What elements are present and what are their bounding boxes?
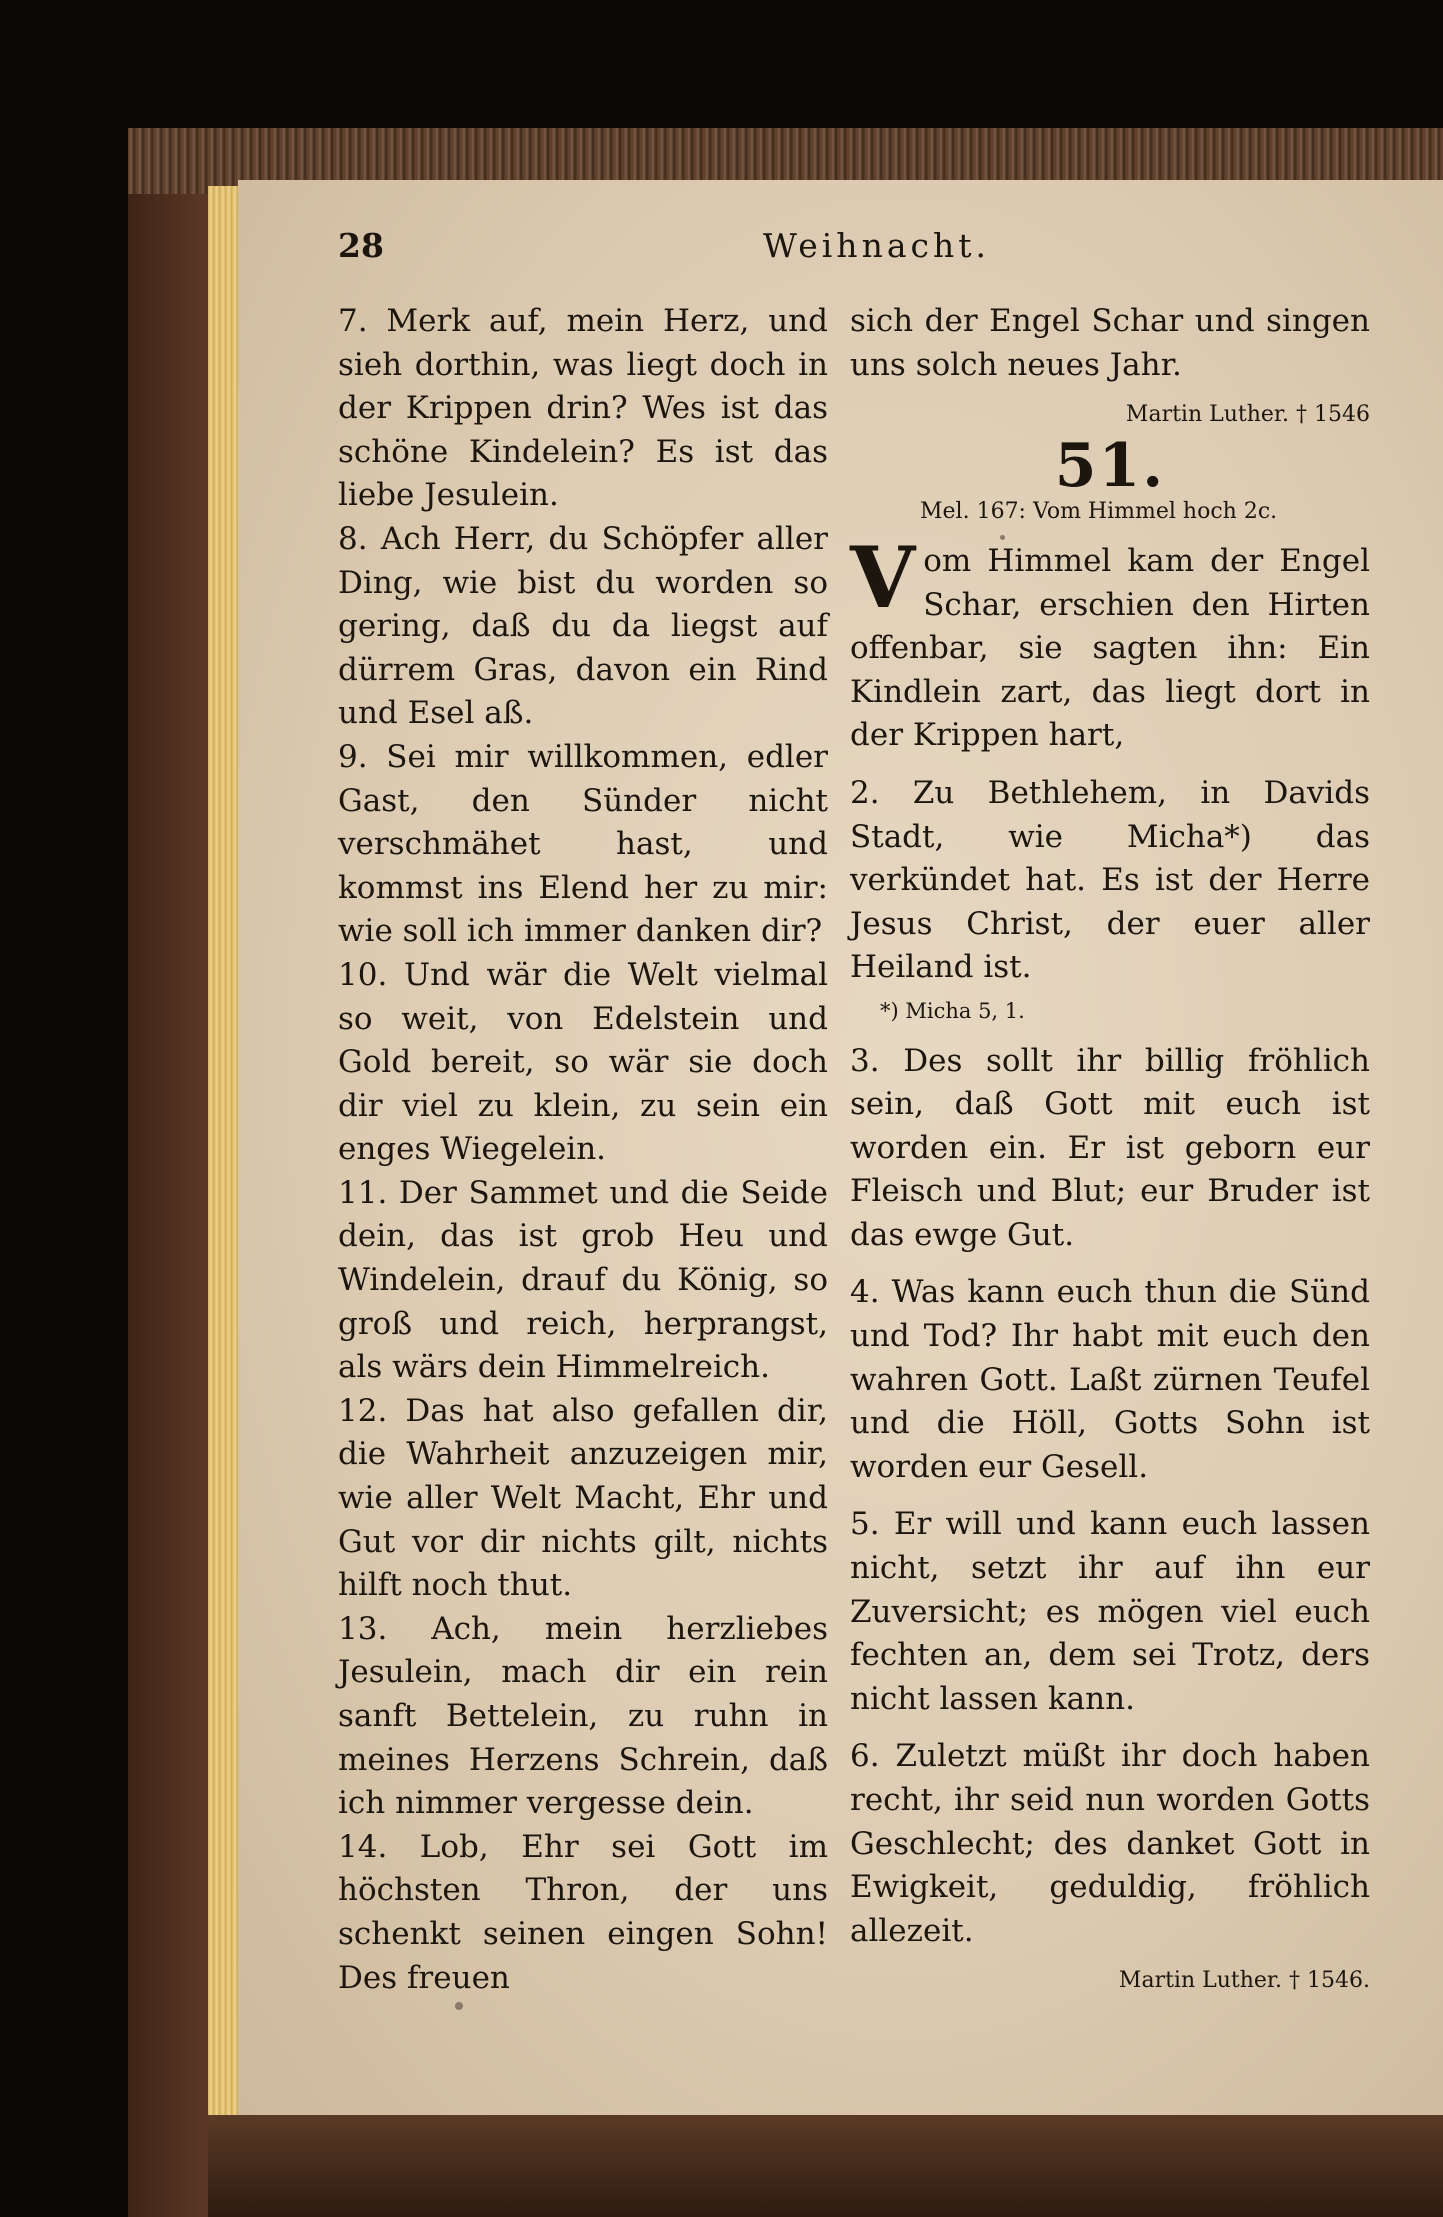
footnote: *) Micha 5, 1. bbox=[880, 998, 1025, 1023]
verse-4: 4. Was kann euch thun die Sünd und Tod? Ihr habt mit euch den wahren Gott. Laßt zürnen Teufel und die Höll, Gotts Sohn ist worden eur Gesell. bbox=[850, 1274, 1370, 1485]
verse-11: 11. Der Sammet und die Seide dein, das ist grob Heu und Windelein, drauf du König, so groß und reich, herprangst, als wärs dein Himmelreich. bbox=[338, 1174, 828, 1386]
left-column bbox=[338, 300, 828, 2000]
author-signature: Martin Luther. † 1546 bbox=[1125, 402, 1370, 428]
verse-14: 14. Lob, Ehr sei Gott im höchsten Thron, der uns schenkt seinen eingen Sohn! Des freuen bbox=[338, 1828, 828, 1996]
verse-1-text: om Himmel kam der Engel Schar, erschien den Hirten offenbar, sie sagten ihn: Ein Kindlein zart, das liegt dort in der Krippen hart, bbox=[850, 542, 1370, 754]
verse-2: 2. Zu Bethlehem, in Davids Stadt, wie Micha*) das verkündet hat. Es ist der Herre Jesus Christ, der euer aller Heiland ist. bbox=[850, 774, 1370, 986]
verse-13: 13. Ach, mein herzliebes Jesulein, mach dir ein rein sanft Bettelein, zu ruhn in meines Herzens Schrein, daß ich nimmer vergesse dein. bbox=[338, 1610, 828, 1822]
paper-speck bbox=[1000, 535, 1005, 540]
paper-speck bbox=[455, 2002, 463, 2010]
verse-14-continuation: sich der Engel Schar und singen uns solch neues Jahr. bbox=[850, 303, 1370, 383]
verse-3: 3. Des sollt ihr billig fröhlich sein, daß Gott mit euch ist worden ein. Er ist geborn eur Fleisch und Blut; eur Bruder ist das ewge Gut. bbox=[850, 1042, 1370, 1253]
verse-12: 12. Das hat also gefallen dir, die Wahrheit anzuzeigen mir, wie aller Welt Macht, Ehr und Gut vor dir nichts gilt, nichts hilft noch thut. bbox=[338, 1392, 828, 1604]
verse-1 bbox=[850, 527, 1370, 758]
verse-10: 10. Und wär die Welt vielmal so weit, von Edelstein und Gold bereit, so wär sie doch dir viel zu klein, zu sein ein enges Wiegelein. bbox=[338, 956, 828, 1168]
verse-9: 9. Sei mir willkommen, edler Gast, den Sünder nicht verschmähet hast, und kommst ins Elend her zu mir: wie soll ich immer danken dir? bbox=[338, 738, 828, 950]
verse-6: 6. Zuletzt müßt ihr doch haben recht, ihr seid nun worden Gotts Geschlecht; des danket Gott in Ewigkeit, geduldig, fröhlich allezeit. bbox=[850, 1738, 1370, 1949]
hymn-number: 51. bbox=[1054, 430, 1166, 501]
drop-cap: V bbox=[850, 527, 916, 627]
page-number: 28 bbox=[338, 226, 384, 265]
author-signature-2: Martin Luther. † 1546. bbox=[1118, 1968, 1370, 1994]
section-title: Weihnacht. bbox=[763, 226, 990, 265]
verse-7: 7. Merk auf, mein Herz, und sieh dorthin, was liegt doch in der Krippen drin? Wes ist das schöne Kindelein? Es ist das liebe Jesulein. bbox=[338, 303, 828, 514]
verse-5: 5. Er will und kann euch lassen nicht, setzt ihr auf ihn eur Zuversicht; es mögen viel euch fechten an, dem sei Trotz, ders nicht lassen kann. bbox=[850, 1506, 1370, 1717]
verse-8: 8. Ach Herr, du Schöpfer aller Ding, wie bist du worden so gering, daß du da liegst auf dürrem Gras, davon ein Rind und Esel aß. bbox=[338, 520, 828, 732]
right-column bbox=[850, 300, 1370, 2011]
book-bottom-edge bbox=[208, 2115, 1443, 2217]
melody-reference: Mel. 167: Vom Himmel hoch 2c. bbox=[920, 499, 1278, 525]
